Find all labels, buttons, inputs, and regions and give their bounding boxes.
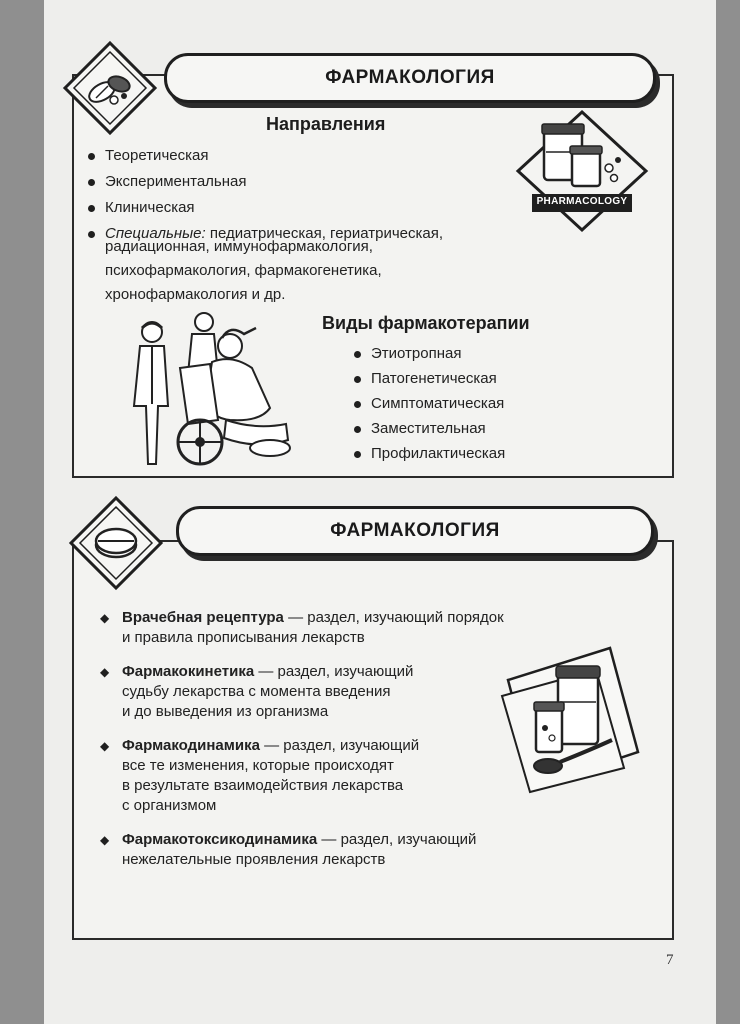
tablet-diamond-icon [68, 495, 164, 596]
definition-line: в результате взаимодействия лекарства [122, 777, 404, 794]
definition-text: — раздел, изучающий [254, 663, 414, 680]
special-continuation [105, 235, 382, 307]
pharmacology-logo [514, 108, 650, 239]
definition-term: Врачебная рецептура [122, 609, 284, 626]
logo-label: PHARMACOLOGY [536, 196, 628, 207]
directions-heading: Направления [266, 114, 386, 134]
definition-term: Фармакодинамика [122, 737, 260, 754]
definition-line: с организмом [122, 797, 217, 814]
pills-diamond-icon [62, 40, 158, 141]
definition-text: — раздел, изучающий порядок [283, 609, 504, 626]
definition-item [96, 608, 516, 648]
definition-line: и до выведения из организма [122, 703, 329, 720]
definition-term: Фармакокинетика [122, 663, 255, 680]
definition-term: Фармакотоксикодинамика [122, 831, 318, 848]
doctors-wheelchair-illustration [130, 308, 296, 475]
section-banner-1: ФАРМАКОЛОГИЯ [164, 53, 656, 103]
therapy-item: Симптоматическая [352, 391, 612, 416]
definition-item [96, 662, 516, 722]
therapy-item: Заместительная [352, 416, 612, 441]
special-text: педиатрическая, гериатрическая, [205, 225, 444, 242]
definition-line: нежелательные проявления лекарств [122, 851, 386, 868]
direction-item: Экспериментальная [86, 169, 626, 195]
page-number: 7 [666, 952, 674, 968]
special-line: радиационная, иммунофармакология, [105, 238, 373, 255]
definitions-list [96, 608, 516, 884]
direction-item: Теоретическая [86, 143, 626, 169]
definition-line: судьбу лекарства с момента введения [122, 683, 391, 700]
definition-line: и правила прописывания лекарств [122, 629, 365, 646]
medicine-bottles-illustration [500, 644, 644, 799]
therapy-item: Патогенетическая [352, 366, 612, 391]
special-line: психофармакология, фармакогенетика, [105, 262, 382, 279]
therapy-heading: Виды фармакотерапии [322, 313, 530, 333]
special-label: Специальные: [105, 225, 206, 242]
therapy-list [352, 341, 612, 466]
definition-text: — раздел, изучающий [317, 831, 477, 848]
special-line: хронофармакология и др. [105, 286, 286, 303]
therapy-item: Профилактическая [352, 441, 612, 466]
definition-line: все те изменения, которые происходят [122, 757, 394, 774]
definition-text: — раздел, изучающий [259, 737, 420, 754]
book-page [44, 0, 716, 1024]
definition-item [96, 830, 516, 870]
definition-item [96, 736, 516, 816]
therapy-item: Этиотропная [352, 341, 612, 366]
section-banner-2: ФАРМАКОЛОГИЯ [176, 506, 654, 556]
direction-item: Клиническая [86, 195, 626, 221]
